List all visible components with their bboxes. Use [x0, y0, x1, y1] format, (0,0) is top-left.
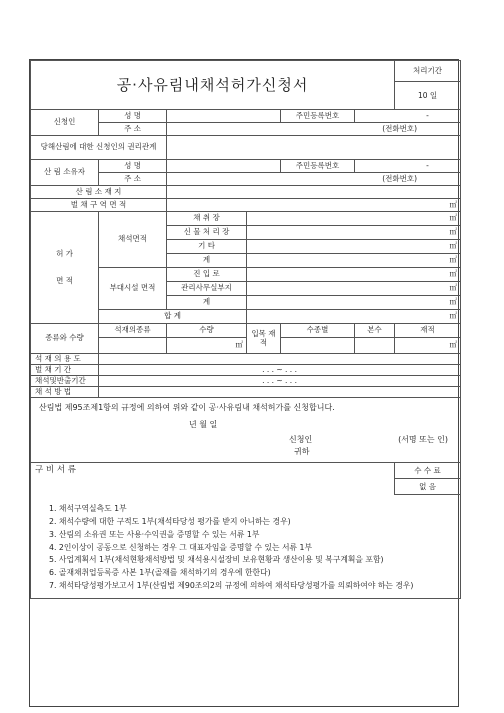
declaration-date: 년 월 일 [189, 419, 218, 429]
quarry-site-label: 채 취 장 [167, 212, 247, 226]
other-field[interactable]: ㎡ [247, 240, 461, 254]
form-title: 공·사유림내채석허가신청서 [31, 61, 395, 110]
other-label: 기 타 [167, 240, 247, 254]
quantity-header: 수량 [167, 324, 247, 338]
documents-label: 구 비 서 류 [31, 463, 395, 479]
quarry-method-label: 채 석 방 법 [31, 387, 99, 398]
stone-type-header: 석재의종류 [99, 324, 167, 338]
applicant-address-label: 주 소 [99, 123, 167, 136]
document-item: 2. 채석수량에 대한 구적도 1부(채석타당성 평가를 받지 아니하는 경우) [49, 517, 291, 527]
document-item: 4. 2인이상이 공동으로 신청하는 경우 그 대표자임을 증명할 수 있는 서류 1부 [49, 542, 313, 552]
total-label: 합 계 [99, 310, 247, 324]
standing-volume-label: 입목 재적 [247, 324, 281, 354]
fee-value: 없 음 [395, 479, 461, 495]
quarry-method-field[interactable] [99, 387, 461, 398]
stone-use-field[interactable] [99, 354, 461, 365]
quarry-site-field[interactable]: ㎡ [247, 212, 461, 226]
owner-name-label: 성 명 [99, 160, 167, 173]
owner-id-label: 주민등록번호 [281, 160, 355, 173]
applicant-name-field[interactable] [167, 110, 281, 123]
office-site-label: 관리사무실부지 [167, 282, 247, 296]
stone-use-label: 석 재 의 용 도 [31, 354, 99, 365]
stone-type-field[interactable] [99, 338, 167, 354]
count-header: 본수 [355, 324, 395, 338]
documents-list [31, 495, 461, 598]
species-field[interactable] [281, 338, 355, 354]
declaration-block [31, 398, 461, 463]
quarry-area-label: 채석면적 [99, 212, 167, 268]
declaration-seal: (서명 또는 인) [398, 434, 449, 444]
applicant-label: 신청인 [31, 110, 99, 136]
types-label: 종류와 수량 [31, 324, 99, 354]
relation-field[interactable] [167, 136, 461, 160]
permit-area-label: 허 가 면 적 [31, 212, 99, 324]
applicant-id-label: 주민등록번호 [281, 110, 355, 123]
fee-label: 수 수 료 [395, 463, 461, 479]
applicant-name-label: 성 명 [99, 110, 167, 123]
felling-area-label: 벌 채 구 역 면 적 [31, 199, 167, 212]
quarry-period-field[interactable]: . . . ~ . . . [99, 376, 461, 387]
felling-area-field[interactable]: ㎡ [167, 199, 461, 212]
applicant-phone-label: (전화번호) [382, 123, 418, 133]
document-item: 5. 사업계획서 1부(채석현황채석방법 및 채석용시설장비 보유현황과 생산이용 및 복구계획을 포함) [49, 555, 384, 565]
declaration-text: 산림법 제95조제1항의 규정에 의하여 위와 같이 공·사유림내 채석허가를 신청합니다. [39, 403, 335, 412]
owner-address-field[interactable] [167, 173, 461, 186]
document-item: 6. 골재채취업등록증 사본 1부(골재를 채석하기의 경우에 한한다) [49, 568, 271, 578]
application-form [29, 59, 459, 707]
total-field[interactable]: ㎡ [247, 310, 461, 324]
access-road-field[interactable]: ㎡ [247, 268, 461, 282]
processing-period-label: 처리기간 [395, 61, 460, 82]
office-site-field[interactable]: ㎡ [247, 282, 461, 296]
document-item: 1. 채석구역실측도 1부 [49, 504, 127, 514]
stone-processing-field[interactable]: ㎡ [247, 226, 461, 240]
volume-header: 재적 [395, 324, 461, 338]
felling-period-label: 벌 채 기 간 [31, 365, 99, 376]
stone-processing-label: 신 물 처 리 장 [167, 226, 247, 240]
quarry-subtotal-field[interactable]: ㎡ [247, 254, 461, 268]
processing-period-value: 10 일 [417, 91, 438, 100]
relation-label: 당해산림에 대한 신청인의 권리관계 [31, 136, 167, 160]
declaration-to: 귀하 [294, 446, 310, 456]
quarry-period-label: 채석및반출기간 [31, 376, 99, 387]
forest-location-label: 산 림 소 재 지 [31, 186, 167, 199]
owner-id-field[interactable]: - [355, 160, 461, 173]
forest-location-field[interactable] [167, 186, 461, 199]
felling-period-field[interactable]: . . . ~ . . . [99, 365, 461, 376]
ancillary-subtotal-field[interactable]: ㎡ [247, 296, 461, 310]
document-item: 3. 산림의 소유권 또는 사용·수익권을 증명할 수 있는 서류 1부 [49, 529, 260, 539]
quarry-subtotal-label: 계 [167, 254, 247, 268]
ancillary-subtotal-label: 계 [167, 296, 247, 310]
declaration-applicant: 신청인 [289, 434, 313, 444]
owner-name-field[interactable] [167, 160, 281, 173]
species-header: 수종별 [281, 324, 355, 338]
form-table [30, 60, 461, 599]
applicant-id-field[interactable]: - [355, 110, 461, 123]
count-field[interactable] [355, 338, 395, 354]
owner-label: 산 림 소유자 [31, 160, 99, 186]
access-road-label: 진 입 로 [167, 268, 247, 282]
ancillary-area-label: 부대시설 면적 [99, 268, 167, 310]
volume-field[interactable]: ㎡ [395, 338, 461, 354]
document-item: 7. 채석타당성평가보고서 1부(산림법 제90조의2의 규정에 의하여 채석타당성평가를 의뢰하여야 하는 경우) [49, 580, 414, 590]
owner-phone-label: (전화번호) [382, 173, 418, 183]
applicant-address-field[interactable] [167, 123, 461, 136]
quantity-field[interactable]: ㎡ [167, 338, 247, 354]
owner-address-label: 주 소 [99, 173, 167, 186]
